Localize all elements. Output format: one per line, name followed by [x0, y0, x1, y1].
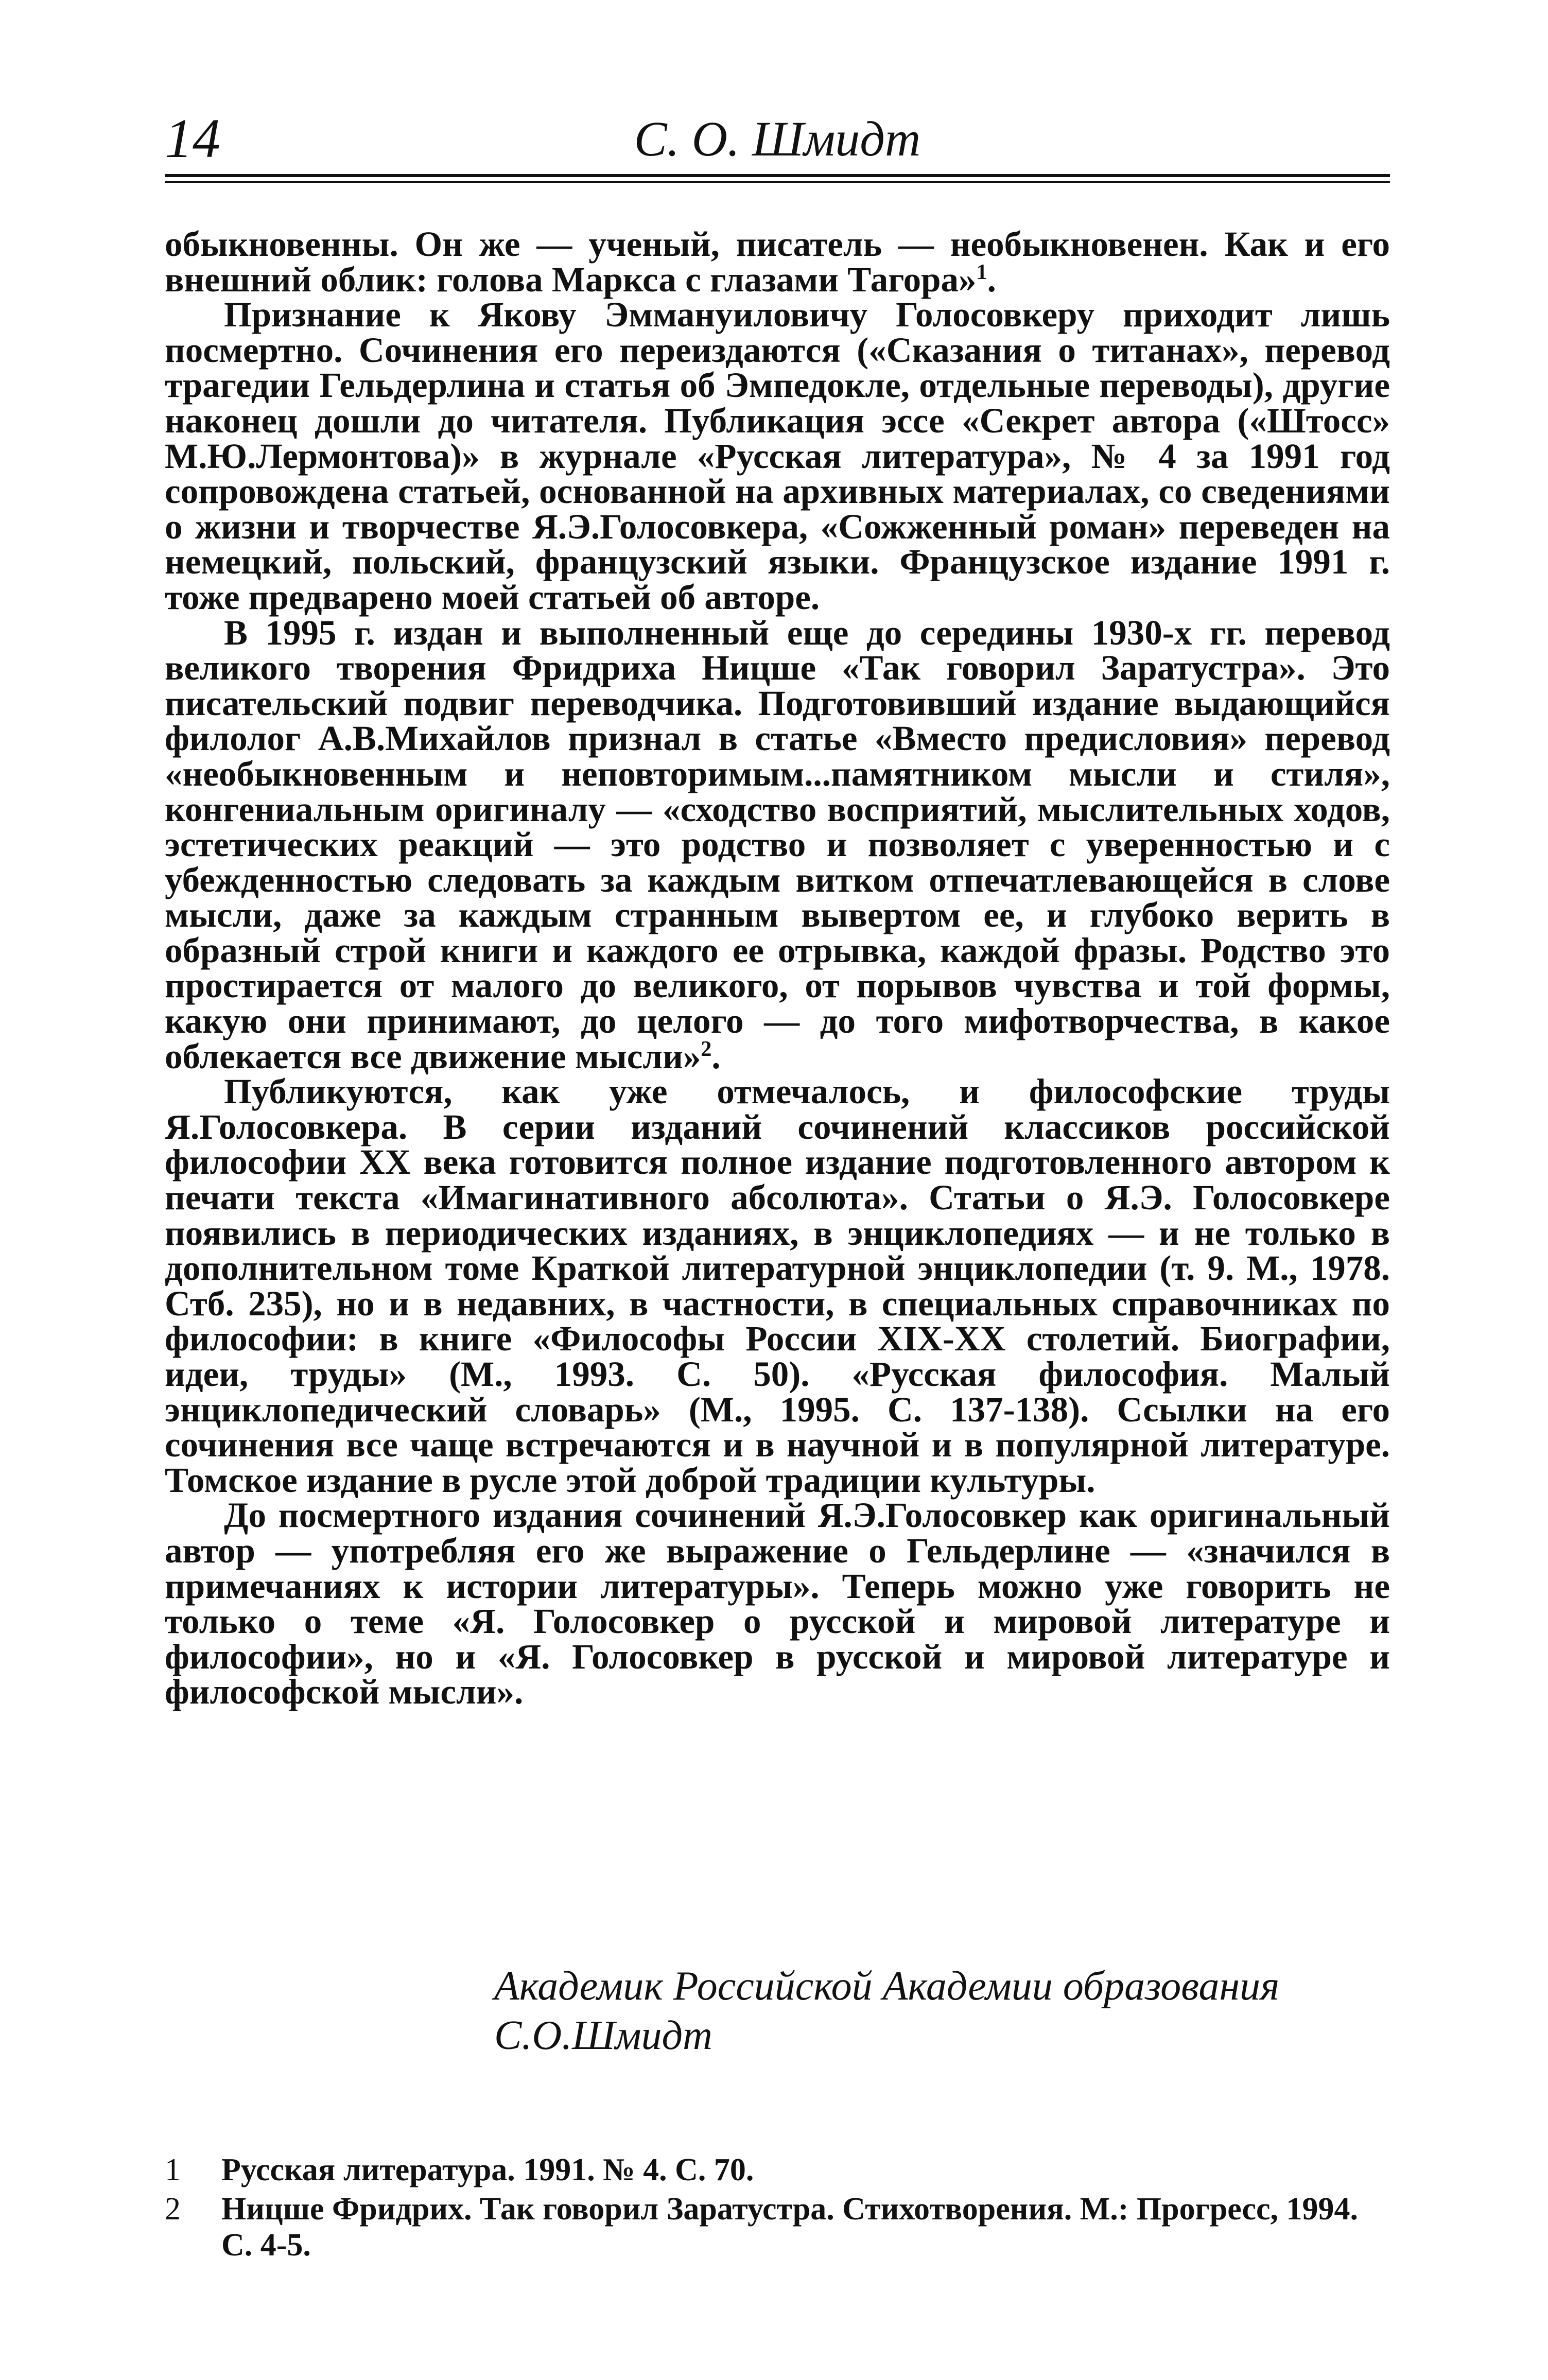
paragraph-3-tail: .	[711, 1036, 721, 1076]
footnote-2	[165, 2191, 1390, 2263]
paragraph-1-tail: .	[987, 259, 996, 299]
footnote-2-number: 2	[165, 2192, 181, 2227]
paragraph-5: До посмертного издания сочинений Я.Э.Голосовкер как оригинальный автор — употребляя его же выражение о Гельдерлине — «значился в примечаниях к истории литературы». Теперь можно уже говорить не только о теме «Я. Голосовкер о русской и мировой литературе и философии», но и «Я. Голосовкер в русской и мировой литературе и философской мысли».	[165, 1496, 1390, 1712]
signature	[494, 1961, 1390, 2060]
footnote-ref-2[interactable]: 2	[701, 1037, 712, 1061]
header-rule-thick	[165, 174, 1390, 177]
running-title: С. О. Шмидт	[634, 111, 921, 166]
footnote-1	[165, 2152, 1390, 2188]
body-text	[165, 224, 1390, 1712]
paragraph-3-text: В 1995 г. издан и выполненный еще до середины 1930-х гг. перевод великого творения Фридриха Ницше «Так говорил Заратустра». Это писательский подвиг переводчика. Подготовивший издание выдающийся филолог А.В.Михайлов признал в статье «Вместо предисловия» перевод «необыкновенным и неповторимым...памятником мысли и стиля», конгениальным оригиналу — «сходство восприятий, мыслительных ходов, эстетических реакций — это родство и позволяет с уверенностью и с убежденностью следовать за каждым витком отпечатлевающейся в слове мысли, даже за каждым странным вывертом ее, и глубоко верить в образный строй книги и каждого ее отрывка, каждой фразы. Родство это простирается от малого до великого, от порывов чувства и той формы, какую они принимают, до целого — до того мифотворчества, в какое облекается все движение мысли»	[165, 613, 1390, 1076]
running-head	[165, 103, 1390, 175]
signature-title: Академик Российской Академии образования	[494, 1964, 1280, 2009]
footnotes	[165, 2152, 1390, 2266]
header-rule-thin	[165, 181, 1390, 183]
page-number: 14	[165, 108, 220, 169]
footnote-1-text: Русская литература. 1991. № 4. С. 70.	[221, 2152, 754, 2187]
paragraph-4: Публикуются, как уже отмечалось, и философские труды Я.Голосовкера. В серии изданий сочинений классиков российской философии XX века готовится полное издание подготовленного автором к печати текста «Имагинативного абсолюта». Статьи о Я.Э. Голосовкере появились в периодических изданиях, в энциклопедиях — и не только в дополнительном томе Краткой литературной энциклопедии (т. 9. М., 1978. Стб. 235), но и в недавних, в частности, в специальных справочниках по философии: в книге «Философы России XIX-XX столетий. Биографии, идеи, труды» (М., 1993. С. 50). «Русская философия. Малый энциклопедический словарь» (М., 1995. С. 137-138). Ссылки на его сочинения все чаще встречаются и в научной и в популярной литературе. Томское издание в русле этой доброй традиции культуры.	[165, 1072, 1390, 1500]
footnote-1-number: 1	[165, 2152, 181, 2187]
footnote-2-text: Ницше Фридрих. Так говорил Заратустра. Стихотворения. М.: Прогресс, 1994. С. 4-5.	[221, 2192, 1359, 2263]
paragraph-3	[165, 615, 1390, 1074]
paragraph-2: Признание к Якову Эммануиловичу Голосовкеру приходит лишь посмертно. Сочинения его переиздаются («Сказания о титанах», перевод трагедии Гельдерлина и статья об Эмпедокле, отдельные переводы), другие наконец дошли до читателя. Публикация эссе «Секрет автора («Штосс» М.Ю.Лермонтова)» в журнале «Русская литература», № 4 за 1991 год сопровождена статьей, основанной на архивных материалах, со сведениями о жизни и творчестве Я.Э.Голосовкера, «Сожженный роман» переведен на немецкий, польский, французский языки. Французское издание 1991 г. тоже предварено моей статьей об авторе.	[165, 295, 1390, 617]
paragraph-1	[165, 224, 1390, 299]
signature-name: С.О.Шмидт	[494, 2013, 712, 2058]
footnote-ref-1[interactable]: 1	[976, 260, 987, 284]
paragraph-1-text: обыкновенны. Он же — ученый, писатель — необыкновенен. Как и его внешний облик: голова Маркса с глазами Тагора»	[165, 224, 1390, 299]
